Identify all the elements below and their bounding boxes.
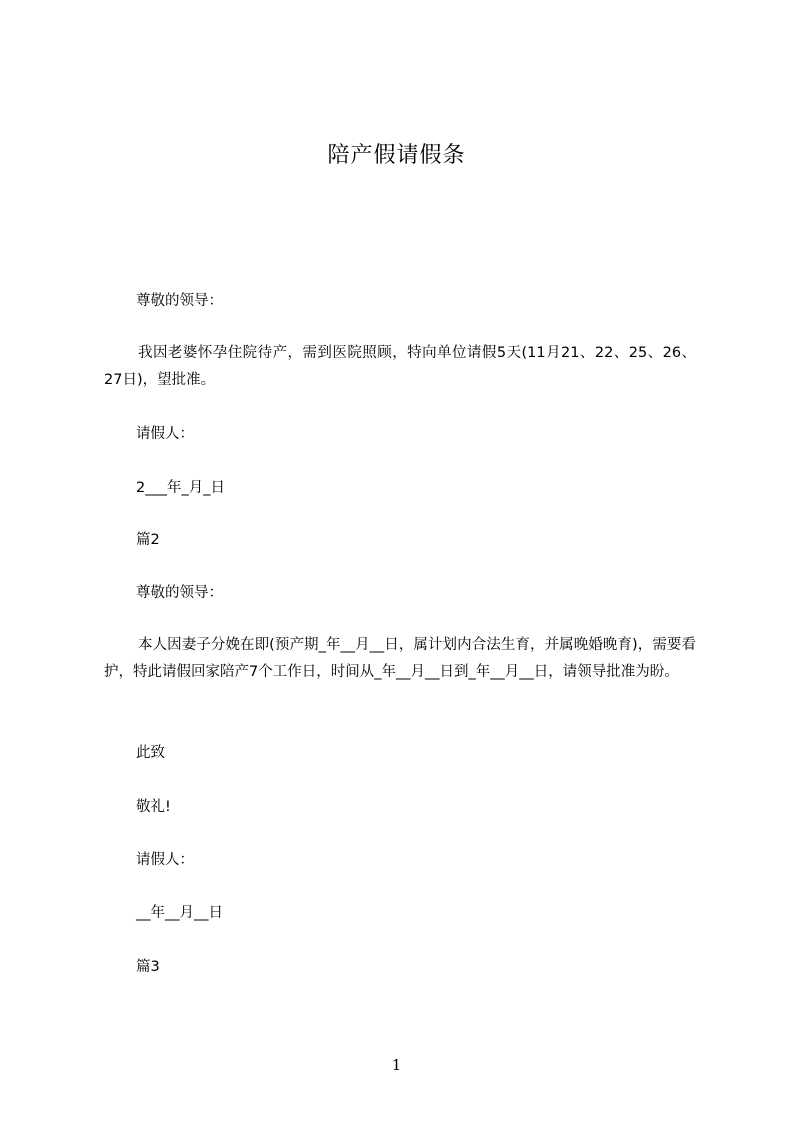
closing-line-1: 此致	[136, 745, 165, 761]
page-number: 1	[391, 1056, 402, 1074]
applicant-label-2: 请假人：	[136, 852, 194, 868]
applicant-label-1: 请假人：	[136, 426, 194, 442]
closing-line-2: 敬礼!	[136, 799, 171, 815]
document-title: 陪产假请假条	[327, 143, 466, 168]
date-line-2: __年__月__日	[136, 905, 223, 921]
section-heading-3: 篇3	[136, 959, 160, 975]
body-paragraph-1: 我因老婆怀孕住院待产，需到医院照顾，特向单位请假5天(11月21、22、25、26、27日)，望批准。	[104, 345, 696, 388]
greeting-2: 尊敬的领导：	[136, 585, 223, 601]
date-line-1: 2___年_月_日	[136, 480, 225, 496]
section-heading-2: 篇2	[136, 532, 160, 548]
body-paragraph-2: 本人因妻子分娩在即(预产期_年__月__日，属计划内合法生育，并属晚婚晚育)，需要看护，特此请假回家陪产7个工作日，时间从_年__月__日到_年__月__日，请领导批准为盼。	[104, 637, 696, 680]
greeting-1: 尊敬的领导：	[136, 293, 223, 309]
